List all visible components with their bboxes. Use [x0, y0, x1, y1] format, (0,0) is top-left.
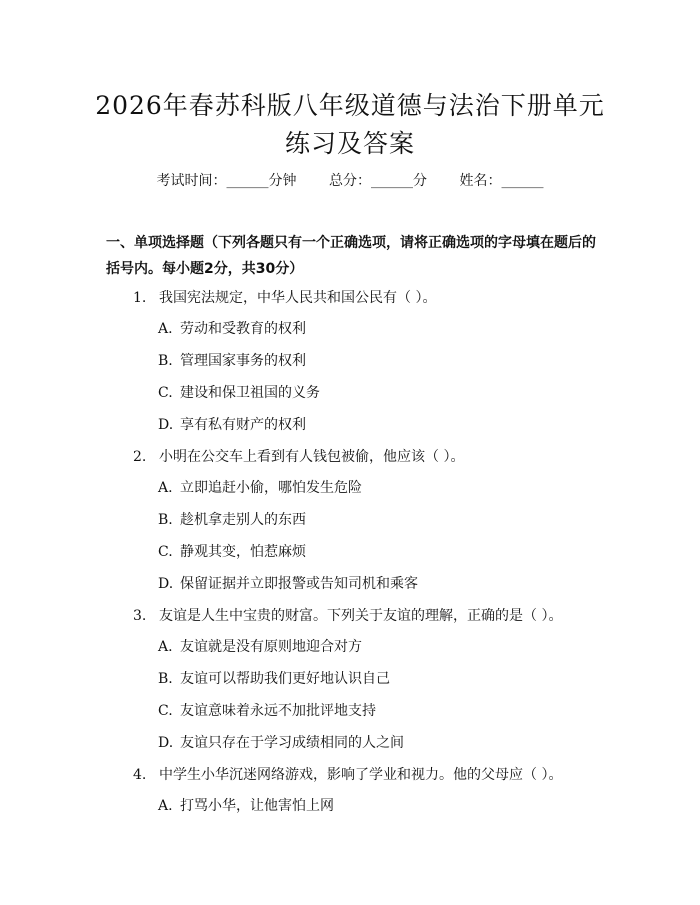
- option-letter: C.: [158, 385, 173, 401]
- option-letter: A.: [158, 798, 173, 814]
- option-text: 友谊只存在于学习成绩相同的人之间: [180, 735, 404, 751]
- option-letter: B.: [158, 353, 173, 369]
- exam-meta: [0, 170, 700, 190]
- option-1b: [158, 350, 578, 370]
- option-text: 享有私有财产的权利: [180, 417, 306, 433]
- option-letter: B.: [158, 512, 173, 528]
- question-number: 1.: [133, 290, 147, 306]
- option-letter: B.: [158, 671, 173, 687]
- option-text: 友谊可以帮助我们更好地认识自己: [180, 671, 390, 687]
- option-1d: [158, 414, 578, 434]
- option-text: 保留证据并立即报警或告知司机和乘客: [180, 576, 418, 592]
- option-letter: A.: [158, 480, 173, 496]
- option-text: 建设和保卫祖国的义务: [180, 385, 320, 401]
- option-1a: [158, 318, 578, 338]
- option-4a: [158, 795, 578, 815]
- question-number: 4.: [133, 767, 147, 783]
- question-3: [133, 605, 593, 625]
- option-text: 立即追赶小偷，哪怕发生危险: [180, 480, 362, 496]
- option-text: 友谊意味着永远不加批评地支持: [180, 703, 376, 719]
- total-score-field: 总分：______分: [329, 173, 427, 189]
- option-letter: D.: [158, 735, 174, 751]
- question-text: 我国宪法规定，中华人民共和国公民有（ ）。: [159, 290, 437, 306]
- question-2: [133, 446, 593, 466]
- option-letter: D.: [158, 576, 174, 592]
- option-3d: [158, 732, 578, 752]
- option-letter: A.: [158, 639, 173, 655]
- option-2c: [158, 541, 578, 561]
- question-number: 3.: [133, 608, 147, 624]
- option-1c: [158, 382, 578, 402]
- document-title-line2: 练习及答案: [284, 129, 415, 158]
- option-text: 友谊就是没有原则地迎合对方: [180, 639, 362, 655]
- option-2d: [158, 573, 578, 593]
- student-name-field: 姓名：______: [459, 173, 544, 189]
- question-text: 中学生小华沉迷网络游戏，影响了学业和视力。他的父母应（ ）。: [159, 767, 563, 783]
- exam-time-field: 考试时间：______分钟: [156, 173, 297, 189]
- section-heading: 一、单项选择题（下列各题只有一个正确选项，请将正确选项的字母填在题后的括号内。每小题2分，共30分）: [106, 235, 596, 277]
- option-3a: [158, 636, 578, 656]
- question-1: [133, 287, 593, 307]
- option-text: 劳动和受教育的权利: [180, 321, 306, 337]
- option-2a: [158, 477, 578, 497]
- question-text: 友谊是人生中宝贵的财富。下列关于友谊的理解，正确的是（ ）。: [159, 608, 563, 624]
- question-text: 小明在公交车上看到有人钱包被偷，他应该（ ）。: [159, 449, 465, 465]
- question-4: [133, 764, 593, 784]
- document-title-line1: 2026年春苏科版八年级道德与法治下册单元: [95, 91, 605, 120]
- option-text: 趁机拿走别人的东西: [180, 512, 306, 528]
- option-3c: [158, 700, 578, 720]
- option-3b: [158, 668, 578, 688]
- option-2b: [158, 509, 578, 529]
- option-letter: D.: [158, 417, 174, 433]
- option-text: 打骂小华，让他害怕上网: [180, 798, 334, 814]
- option-text: 管理国家事务的权利: [180, 353, 306, 369]
- option-letter: C.: [158, 544, 173, 560]
- question-number: 2.: [133, 449, 147, 465]
- option-text: 静观其变，怕惹麻烦: [180, 544, 306, 560]
- option-letter: C.: [158, 703, 173, 719]
- option-letter: A.: [158, 321, 173, 337]
